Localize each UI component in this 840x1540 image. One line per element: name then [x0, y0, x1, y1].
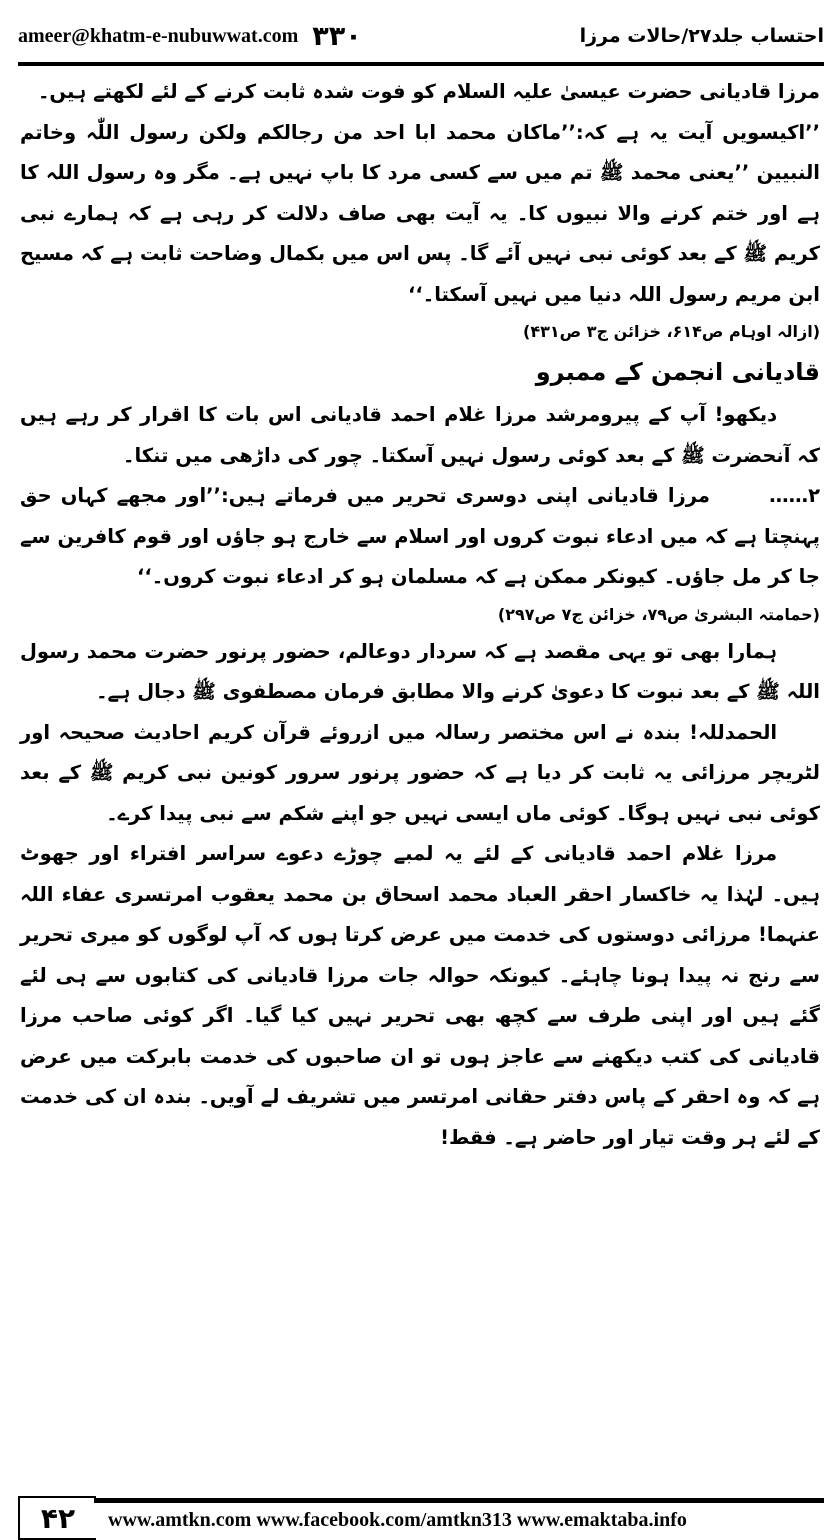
- header-left: [18, 21, 362, 52]
- footer-page-number: ۴۲: [18, 1496, 96, 1540]
- quran-verse: ماکان محمد ابا احد من رجالکم ولکن رسول اللّٰہ وخاتم النبیین: [20, 120, 820, 184]
- reference-1: (ازالہ اوہام ص۶۱۴، خزائن ج۳ ص۴۳۱): [523, 322, 820, 341]
- paragraph-4-text: مرزا قادیانی اپنی دوسری تحریر میں فرماتے ہیں:’’اور مجھے کہاں حق پہنچتا ہے کہ میں ادعاء نبوت کروں اور اسلام سے خارج ہو جاؤں اور قوم کافرین سے جا کر مل جاؤں۔ کیونکر ممکن ہے کہ مسلمان ہو کر ادعاء نبوت کروں۔‘‘: [20, 484, 820, 588]
- paragraph-5: ہمارا بھی تو یہی مقصد ہے کہ سردار دوعالم، حضور پرنور حضرت محمد رسول اللہ ﷺ کے بعد نبوت کا دعویٰ کرنے والا مطابق فرمان مصطفوی ﷺ دجال ہے۔: [20, 639, 820, 703]
- quote-intro: ’’اکیسویں آیت یہ ہے کہ:’’: [561, 120, 820, 144]
- item-number: ۲……: [769, 484, 820, 507]
- footer-rule: [94, 1498, 824, 1503]
- header-email[interactable]: ameer@khatm-e-nubuwwat.com: [18, 24, 299, 47]
- paragraph-2: [20, 113, 820, 316]
- header-rule: [18, 62, 824, 66]
- page-body: [20, 72, 820, 1158]
- page-header: [18, 18, 824, 54]
- footer-links[interactable]: www.amtkn.com www.facebook.com/amtkn313 www.emaktaba.info: [108, 1509, 687, 1531]
- header-page-number: ۳۳۰: [312, 20, 362, 52]
- paragraph-7: مرزا غلام احمد قادیانی کے لئے یہ لمبے چوڑے دعوے سراسر افتراء اور جھوٹ ہیں۔ لہٰذا یہ خاکسار احقر العباد محمد اسحاق بن محمد یعقوب امرتسری عفاء اللہ عنہما! مرزائی دوستوں کی خدمت میں عرض کرتا ہوں کہ آپ لوگوں کو میری تحریر سے رنج نہ پیدا ہونا چاہئے۔ کیونکہ حوالہ جات مرزا قادیانی کی کتابوں سے ہی لئے گئے ہیں اور اپنی طرف سے کچھ بھی تحریر نہیں کیا گیا۔ اگر کوئی صاحب مرزا قادیانی کی کتب دیکھنے سے عاجز ہوں تو ان صاحبوں کی خدمت بابرکت میں عرض ہے کہ وہ احقر کے پاس دفتر حقانی امرتسر میں تشریف لے آویں۔ بندہ ان کی خدمت کے لئے ہر وقت تیار اور حاضر ہے۔ فقط!: [20, 842, 820, 1149]
- paragraph-6: الحمدللہ! بندہ نے اس مختصر رسالہ میں ازروئے قرآن کریم احادیث صحیحہ اور لٹریچر مرزائی یہ ثابت کر دیا ہے کہ حضور پرنور سرور کونین نبی کریم ﷺ کے بعد کوئی نبی نہیں ہوگا۔ کوئی ماں ایسی نہیں جو اپنے شکم سے نبی پیدا کرے۔: [20, 720, 820, 825]
- paragraph-4: [20, 476, 820, 598]
- quote-translation: ’’یعنی محمد ﷺ تم میں سے کسی مرد کا باپ نہیں ہے۔ مگر وہ رسول اللہ کا ہے اور ختم کرنے والا نبیوں کا۔ یہ آیت بھی صاف دلالت کر رہی ہے کہ ہمارے نبی کریم ﷺ کے بعد کوئی نبی نہیں آئے گا۔ پس اس میں بکمال وضاحت ثابت ہے کہ مسیح ابن مریم رسول اللہ دنیا میں نہیں آسکتا۔‘‘: [20, 161, 820, 306]
- section-heading: قادیانی انجمن کے ممبرو: [535, 358, 820, 386]
- header-book-title: احتساب جلد۲۷/حالات مرزا: [579, 25, 824, 47]
- reference-2: (حمامتہ البشریٰ ص۷۹، خزائن ج۷ ص۲۹۷): [497, 604, 820, 624]
- page-footer: [0, 1490, 840, 1540]
- paragraph-3: دیکھو! آپ کے پیرومرشد مرزا غلام احمد قادیانی اس بات کا اقرار کر رہے ہیں کہ آنحضرت ﷺ کے بعد کوئی رسول نہیں آسکتا۔ چور کی داڑھی میں تنکا۔: [20, 403, 820, 467]
- paragraph-1: مرزا قادیانی حضرت عیسیٰ علیہ السلام کو فوت شدہ ثابت کرنے کے لئے لکھتے ہیں۔: [37, 80, 820, 103]
